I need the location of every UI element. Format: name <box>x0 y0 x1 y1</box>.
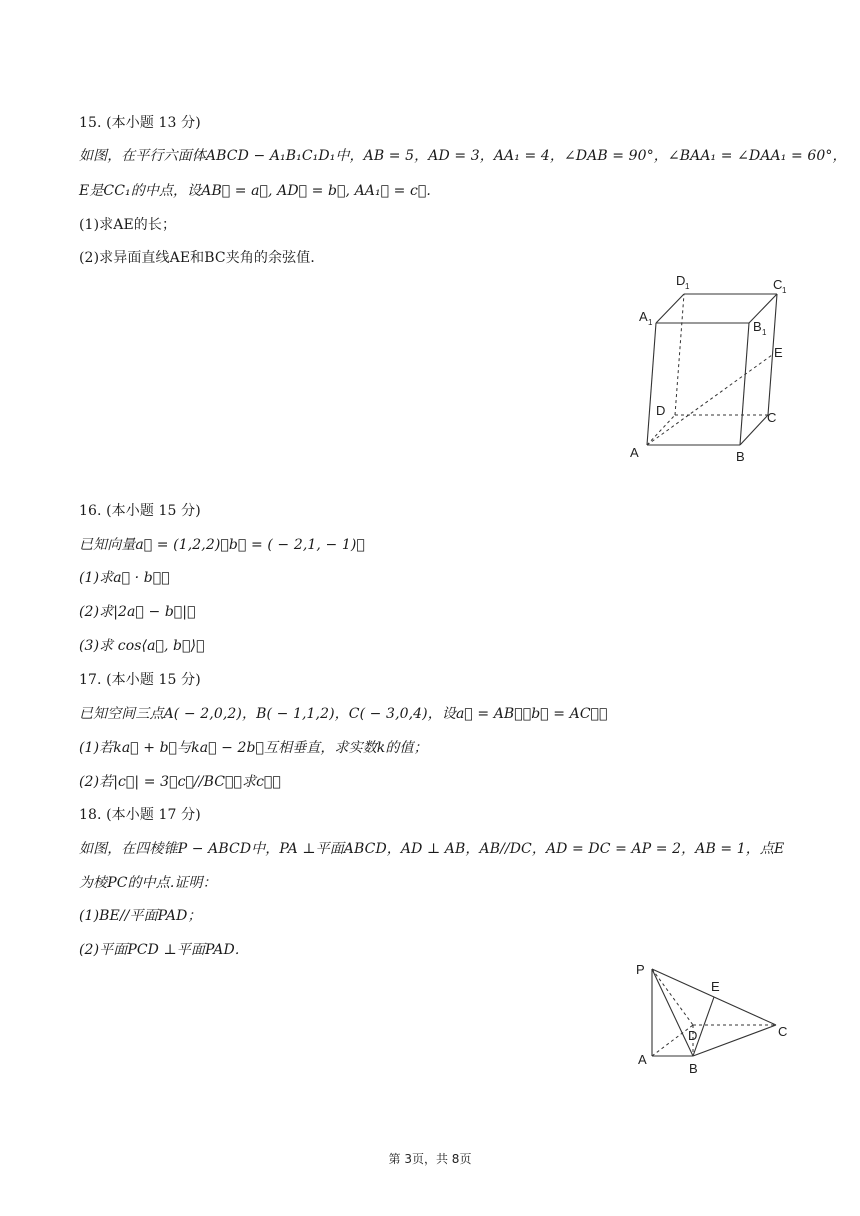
q17-text: 已知空间三点A( − 2,0,2)，B( − 1,1,2)，C( − 3,0,4)，设a⃗ = AB⃗，b⃗ = AC⃗． <box>79 706 608 722</box>
q16-part2: (2)求|2a⃗ − b⃗|； <box>79 604 196 620</box>
label-B1-sub: 1 <box>762 328 767 337</box>
label-D: D <box>656 403 666 418</box>
label-C: C <box>767 410 777 425</box>
q16-text: 已知向量a⃗ = (1,2,2)，b⃗ = ( − 2,1, − 1)． <box>79 537 365 553</box>
label-E: E <box>774 345 783 360</box>
label-E: E <box>711 979 720 994</box>
q15-header: 15. (本小题 13 分) <box>79 115 201 131</box>
label-D1-sub: 1 <box>685 282 690 291</box>
q18-text-line2: 为棱PC的中点.证明： <box>79 875 217 891</box>
q17-header: 17. (本小题 15 分) <box>79 672 201 688</box>
label-A1-sub: 1 <box>648 318 653 327</box>
q18-part1: (1)BE//平面PAD； <box>79 908 202 924</box>
q16-header: 16. (本小题 15 分) <box>79 503 201 519</box>
q17-part1: (1)若ka⃗ + b⃗与ka⃗ − 2b⃗互相垂直，求实数k的值； <box>79 740 428 756</box>
q15-text-line2: E是CC₁的中点，设AB⃗ = a⃗, AD⃗ = b⃗, AA₁⃗ = c⃗. <box>79 183 431 199</box>
q18-text-line1: 如图，在四棱锥P − ABCD中，PA ⊥平面ABCD，AD ⊥ AB，AB//DC，AD = DC = AP = 2，AB = 1，点E <box>79 841 785 857</box>
q18-header: 18. (本小题 17 分) <box>79 807 201 823</box>
label-C: C <box>778 1024 788 1039</box>
pyramid-figure <box>630 958 800 1080</box>
q15-part1: (1)求AE的长； <box>79 217 177 233</box>
label-A1: A <box>639 309 648 324</box>
q15-part2: (2)求异面直线AE和BC夹角的余弦值． <box>79 250 325 266</box>
q15-text-line1: 如图，在平行六面体ABCD − A₁B₁C₁D₁中，AB = 5，AD = 3，AA₁ = 4，∠DAB = 90°，∠BAA₁ = ∠DAA₁ = 60°， <box>79 148 847 164</box>
label-B: B <box>689 1061 698 1076</box>
parallelepiped-figure <box>620 265 800 470</box>
label-C1-sub: 1 <box>782 286 787 295</box>
q16-part1: (1)求a⃗ · b⃗； <box>79 570 170 586</box>
label-B: B <box>736 449 745 464</box>
label-D1: D <box>676 273 686 288</box>
label-P: P <box>636 962 645 977</box>
label-D: D <box>688 1028 698 1043</box>
label-A: A <box>630 445 639 460</box>
q17-part2: (2)若|c⃗| = 3，c⃗//BC⃗，求c⃗． <box>79 774 281 790</box>
q16-part3: (3)求 cos⟨a⃗, b⃗⟩． <box>79 638 205 654</box>
page-footer: 第 3页，共 8页 <box>388 1152 472 1166</box>
q18-part2: (2)平面PCD ⊥平面PAD． <box>79 942 249 958</box>
label-C1: C <box>773 277 783 292</box>
label-A: A <box>638 1052 647 1067</box>
label-B1: B <box>753 319 762 334</box>
